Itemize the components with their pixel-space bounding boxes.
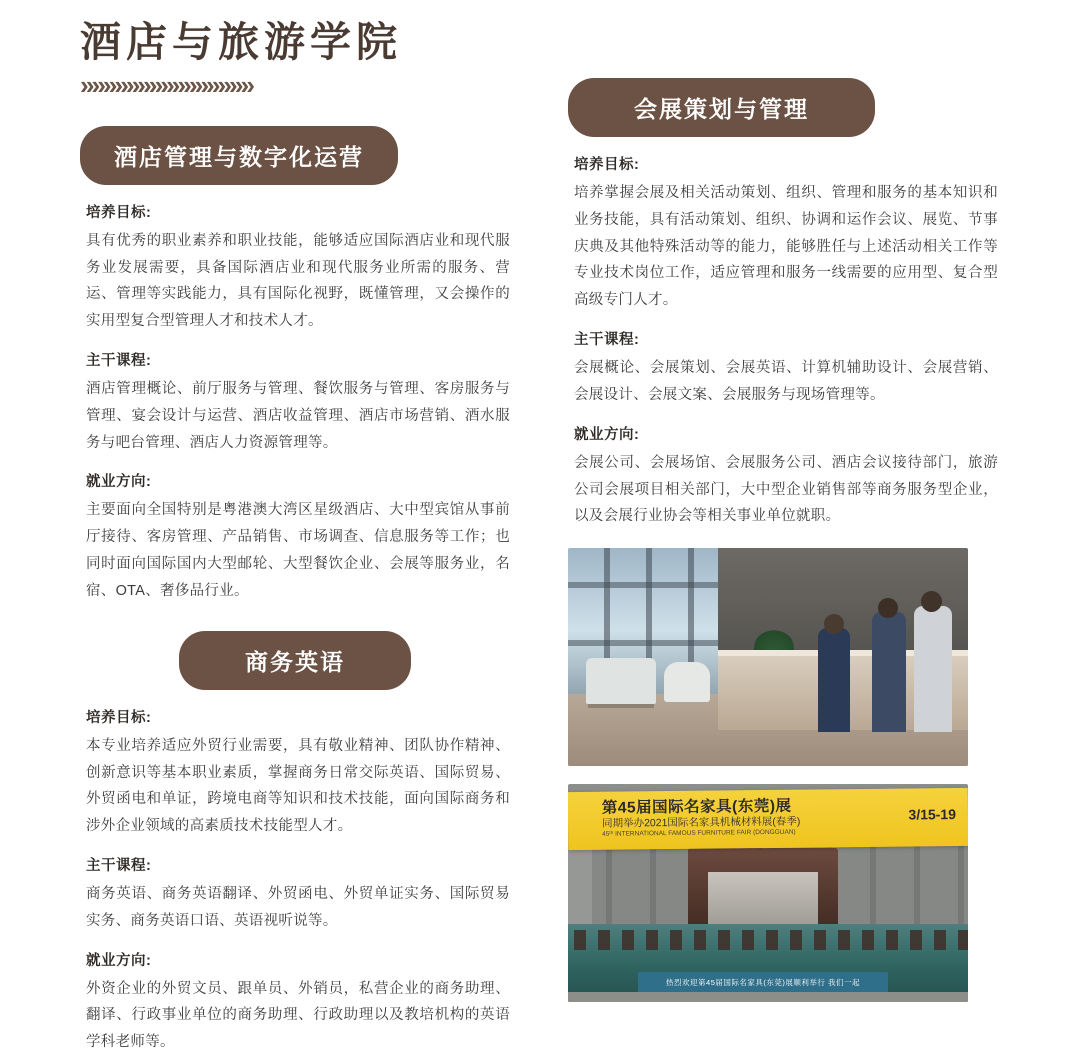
photo-staff-person <box>818 628 850 732</box>
section-label-courses-2: 主干课程: <box>86 857 152 874</box>
section-text-careers-3: 会展公司、会展场馆、会展服务公司、酒店会议接待部门，旅游公司会展项目相关部门，大中型企业销售部等商务服务型企业，以及会展行业协会等相关事业单位就职。 <box>574 454 998 525</box>
program-body-business-english <box>80 706 510 1056</box>
section-text-courses: 酒店管理概论、前厅服务与管理、餐饮服务与管理、客房服务与管理、宴会设计与运营、酒店收益管理、酒店市场营销、酒水服务与吧台管理、酒店人力资源管理等。 <box>86 381 510 451</box>
section-label-careers: 就业方向: <box>86 474 152 491</box>
banner-english-text: 45ᵗʰ INTERNATIONAL FAMOUS FURNITURE FAIR (DONGGUAN) <box>602 828 796 838</box>
photo-armchair <box>664 662 710 702</box>
photo-group-banner <box>638 972 888 994</box>
section-text-goal-3: 培养掌握会展及相关活动策划、组织、管理和服务的基本知识和业务技能，具有活动策划、组织、协调和运作会议、展览、节事庆典及其他特殊活动等的能力，能够胜任与上述活动相关工作等专业技术岗位工作，适应管理和服务一线需要的应用型、复合型高级专门人才。 <box>574 185 998 309</box>
section-label-courses-3: 主干课程: <box>574 332 640 349</box>
section-label-goal-2: 培养目标: <box>86 709 152 726</box>
photo-yellow-banner <box>568 788 968 850</box>
section-text-courses-3: 会展概论、会展策划、会展英语、计算机辅助设计、会展营销、会展设计、会展文案、会展服务与现场管理等。 <box>574 360 998 403</box>
photo-group-banner-text: 热烈欢迎第45届国际名家具(东莞)展顺利举行 我们一起 <box>666 978 860 988</box>
section-text-careers-2: 外资企业的外贸文员、跟单员、外销员，私营企业的商务助理、翻译、行政事业单位的商务助理、行政助理以及教培机构的英语学科老师等。 <box>86 980 510 1051</box>
program-heading-exhibition-management: 会展策划与管理 <box>568 78 875 137</box>
section-label-goal: 培养目标: <box>86 204 152 221</box>
photo-ground <box>568 992 968 1002</box>
page-title: 酒店与旅游学院 <box>80 19 402 65</box>
banner-sub-text: 同期举办2021国际名家具机械材料展(春季) <box>601 815 801 830</box>
photo-guest-head-1 <box>878 598 898 618</box>
photo-staff-head <box>824 614 844 634</box>
section-label-careers-2: 就业方向: <box>86 952 152 969</box>
section-text-goal: 具有优秀的职业素养和职业技能，能够适应国际酒店业和现代服务业发展需要，具备国际酒店业和现代服务业所需的服务、营运、管理等实践能力，具有国际化视野，既懂管理，又会操作的实用型复合型管理人才和技术人才。 <box>86 232 510 330</box>
photo-student-heads <box>568 930 968 950</box>
program-heading-hotel-management: 酒店管理与数字化运营 <box>80 126 398 185</box>
section-text-careers: 主要面向全国特别是粤港澳大湾区星级酒店、大中型宾馆从事前厅接待、客房管理、产品销售、市场调查、信息服务等工作；也同时面向国际国内大型邮轮、大型餐饮企业、会展等服务业，名宿、OTA、奢侈品行业。 <box>86 502 510 599</box>
banner-date-text: 3/15-19 <box>908 806 957 823</box>
photo-guest-head-2 <box>921 591 942 612</box>
section-text-courses-2: 商务英语、商务英语翻译、外贸函电、外贸单证实务、国际贸易实务、商务英语口语、英语视听说等。 <box>86 885 510 929</box>
program-body-exhibition-management <box>568 153 998 530</box>
left-column <box>80 0 510 1056</box>
section-label-careers-3: 就业方向: <box>574 426 640 443</box>
section-label-goal-3: 培养目标: <box>574 157 640 173</box>
section-text-goal-2: 本专业培养适应外贸行业需要，具有敬业精神、团队协作精神、创新意识等基本职业素质，掌握商务日常交际英语、国际贸易、外贸函电和单证，跨境电商等知识和技术技能，面向国际商务和涉外企业领域的高素质技术技能型人才。 <box>86 737 510 835</box>
chevron-divider: »»»»»»»»»»»»»»» <box>80 71 252 100</box>
furniture-fair-group-photo <box>568 784 968 1002</box>
program-body-hotel-management <box>80 201 510 605</box>
photo-sofa <box>586 658 656 704</box>
photo-guest-person-1 <box>872 612 906 732</box>
banner-main-text: 第45届国际名家具(东莞)展 <box>601 797 792 817</box>
photo-guest-person-2 <box>914 606 952 732</box>
right-column <box>568 0 998 1002</box>
section-label-courses: 主干课程: <box>86 353 152 370</box>
hotel-reception-photo <box>568 548 968 766</box>
program-heading-business-english: 商务英语 <box>179 631 411 690</box>
